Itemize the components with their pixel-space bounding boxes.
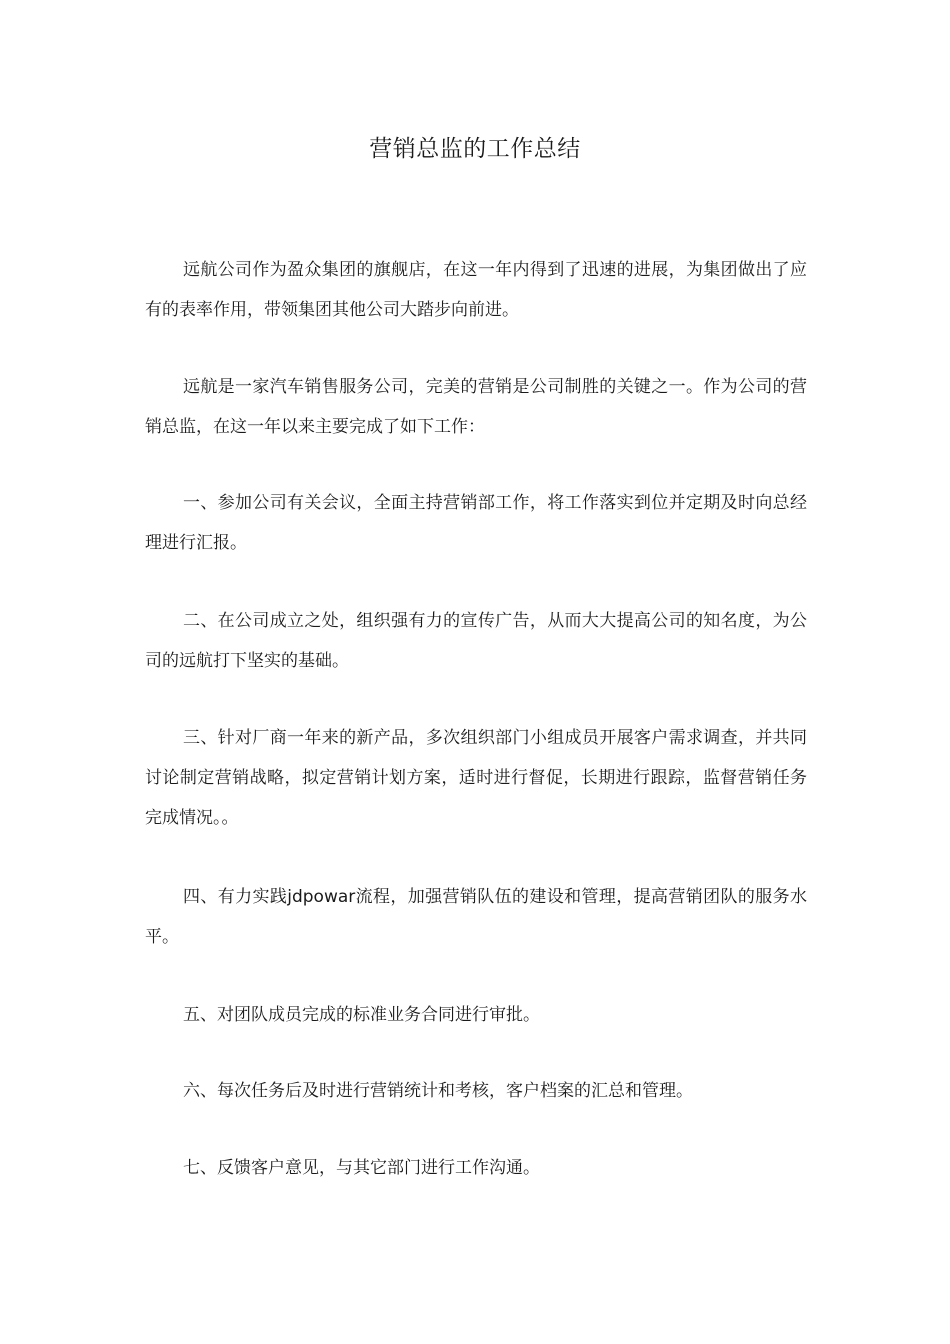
paragraph-item-6: 六、每次任务后及时进行营销统计和考核，客户档案的汇总和管理。: [183, 1081, 693, 1101]
paragraph-intro: 远航公司作为盈众集团的旗舰店，在这一年内得到了迅速的进展，为集团做出了应有的表率作用，带领集团其他公司大踏步向前进。: [145, 260, 807, 320]
paragraph-item-3: 三、针对厂商一年来的新产品，多次组织部门小组成员开展客户需求调查，并共同讨论制定营销战略，拟定营销计划方案，适时进行督促，长期进行跟踪，监督营销任务完成情况。。: [145, 728, 807, 828]
paragraph-item-7: 七、反馈客户意见，与其它部门进行工作沟通。: [183, 1158, 540, 1178]
document-title: 营销总监的工作总结: [369, 136, 581, 162]
paragraph-overview: 远航是一家汽车销售服务公司，完美的营销是公司制胜的关键之一。作为公司的营销总监，在这一年以来主要完成了如下工作：: [145, 377, 807, 437]
paragraph-item-2: 二、在公司成立之处，组织强有力的宣传广告，从而大大提高公司的知名度，为公司的远航打下坚实的基础。: [145, 611, 807, 671]
paragraph-item-4: 四、有力实践jdpowar流程，加强营销队伍的建设和管理，提高营销团队的服务水平。: [145, 887, 807, 947]
paragraph-item-1: 一、参加公司有关会议，全面主持营销部工作，将工作落实到位并定期及时向总经理进行汇报。: [145, 493, 807, 553]
paragraph-item-5: 五、对团队成员完成的标准业务合同进行审批。: [183, 1005, 540, 1025]
